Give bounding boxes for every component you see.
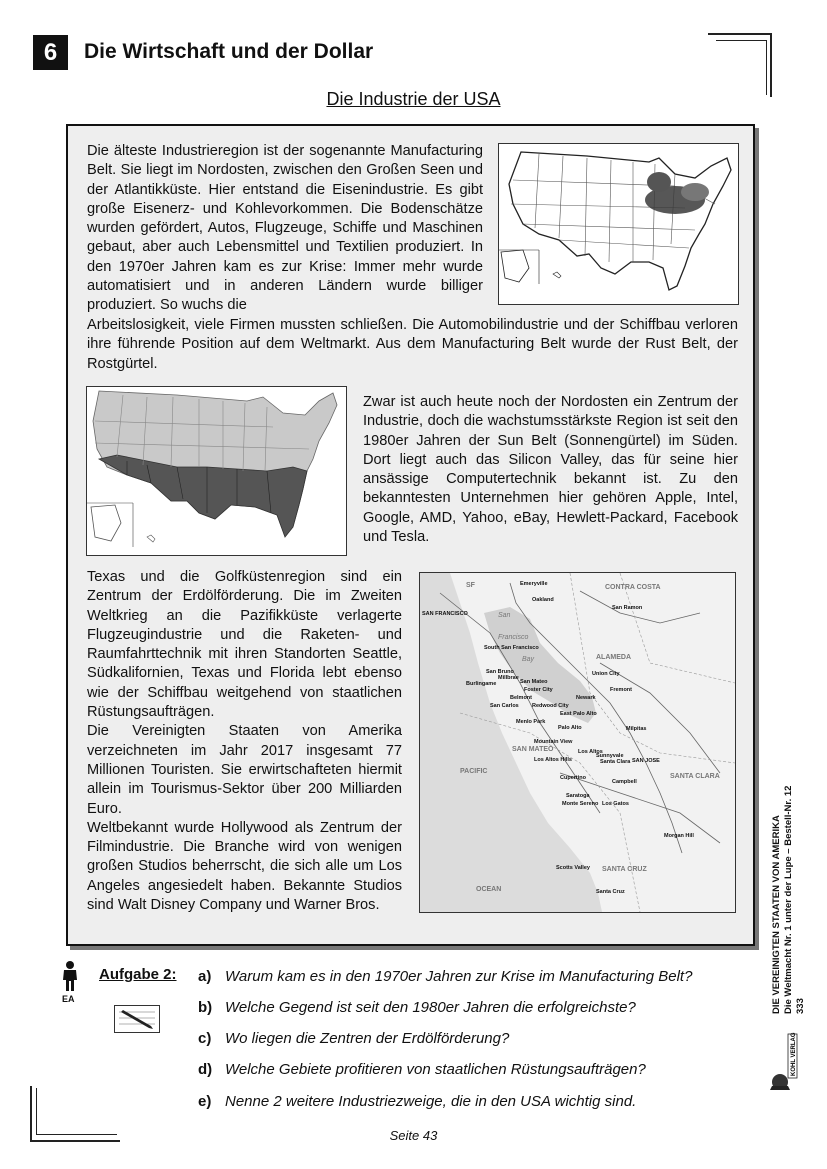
section-title-text: Die Industrie der USA — [326, 89, 501, 109]
task-letter: b) — [198, 999, 213, 1016]
city-label: San Ramon — [612, 605, 643, 611]
city-label: San Mateo — [520, 679, 548, 685]
publisher-name: KOHL VERLAG — [791, 1032, 797, 1076]
worker-label: EA — [62, 994, 75, 1004]
region-label: SF — [466, 582, 475, 589]
region-label: PACIFIC — [460, 768, 488, 775]
city-label: Mountain View — [534, 739, 573, 745]
city-label: Millbrae — [498, 675, 519, 681]
task-question: Warum kam es in den 1970er Jahren zur Krise im Manufacturing Belt? — [225, 968, 693, 985]
region-label: Francisco — [498, 634, 529, 641]
paragraph-text: Zwar ist auch heute noch der Nordosten ein Zentrum der Industrie, doch die wachstumsstärkste Region ist seit den 1980er Jahren der Sun Belt (Sonnengürtel) im Süden. Dort liegt auch das Silicon Valley, das für seine hier ansässige Computertechnik bekannt ist. Zu den bekanntesten Unternehmen hier gehören Apple, Intel, Google, AMD, Yahoo, eBay, Hewlett-Packard, Facebook und Tesla. — [363, 394, 738, 546]
task-question: Wo liegen die Zentren der Erdölförderung? — [225, 1030, 510, 1047]
chapter-title: Die Wirtschaft und der Dollar — [84, 40, 374, 63]
paragraph-sun-belt — [363, 393, 738, 547]
city-label: Morgan Hill — [664, 833, 694, 839]
city-label: Sunnyvale — [596, 753, 624, 759]
sidebar-line: Die Weltmacht Nr. 1 unter der Lupe – Bestell-Nr. 12 333 — [783, 785, 806, 1014]
paragraph-manufacturing-belt-cont — [87, 316, 738, 374]
region-label: Bay — [522, 656, 535, 663]
paragraph-hollywood: Weltbekannt wurde Hollywood als Zentrum der Filmindustrie. Die Branche wird von wenigen großen Studios beherrscht, die sich alle um Los Angeles angesiedelt haben. Bekannte Studios sind Walt Disney Company und Warner Bros. — [87, 819, 402, 914]
task-label: Aufgabe 2: — [99, 966, 177, 983]
task-letter: a) — [198, 968, 212, 985]
city-label: Scotts Valley — [556, 865, 590, 871]
city-label: Foster City — [524, 687, 553, 693]
publisher-logo — [768, 1030, 802, 1092]
bay-area-map-image — [420, 573, 735, 912]
sidebar-series-info — [771, 784, 807, 1014]
writing-icon — [114, 1005, 160, 1033]
usa-map-manufacturing-belt — [498, 143, 739, 305]
task-question: Nenne 2 weitere Industriezweige, die in den USA wichtig sind. — [225, 1093, 637, 1110]
task-letter: c) — [198, 1030, 212, 1047]
page-frame-corner-inner — [716, 40, 767, 95]
paragraph-manufacturing-belt — [87, 142, 483, 316]
section-title — [0, 89, 827, 110]
sidebar-line: DIE VEREINIGTEN STAATEN VON AMERIKA — [771, 815, 782, 1014]
city-label: Monte Sereno — [562, 801, 599, 807]
paragraph-tourism: Die Vereinigten Staaten von Amerika verzeichneten im Jahr 2017 insgesamt 77 Millionen Touristen. Sie erwirtschafteten hiermit allein im Tourismus-Sektor über 200 Milliarden Euro. — [87, 723, 402, 817]
task-question: Welche Gebiete profitieren von staatlichen Rüstungsaufträgen? — [225, 1061, 646, 1078]
task-item — [198, 1061, 646, 1078]
city-label: Belmont — [510, 695, 532, 701]
city-label: San Carlos — [490, 703, 519, 709]
city-label: Milpitas — [626, 726, 647, 732]
region-label: SANTA CRUZ — [602, 866, 647, 873]
task-item — [198, 1093, 636, 1110]
city-label: Menlo Park — [516, 719, 546, 725]
city-label: Cupertino — [560, 775, 586, 781]
paragraph-text: Die älteste Industrieregion ist der sogenannte Manufacturing Belt. Sie liegt im Nordosten, zwischen den Großen Seen und der Atlantikküste. Hier entstand die Eisenindustrie. Es gibt große Eisenerz- und Kohlevorkommen. Die Bodenschätze wurden gefördert, Autos, Flugzeuge, Schiffe und Maschinen gebaut, aber auch Lebensmittel und Textilien produziert. In den 1970er Jahren kam es zur Krise: Immer mehr wurde automatisiert und in anderen Ländern wurde billiger produziert. So wuchs die — [87, 143, 483, 314]
city-label: Santa Cruz — [596, 889, 625, 895]
city-label: South San Francisco — [484, 645, 539, 651]
city-label: Los Altos — [578, 749, 603, 755]
task-letter: e) — [198, 1093, 212, 1110]
city-label: Saratoga — [566, 793, 590, 799]
city-label: Los Altos Hills — [534, 757, 572, 763]
city-label: Santa Clara — [600, 759, 631, 765]
chapter-number: 6 — [33, 35, 68, 70]
task-item — [198, 1030, 509, 1047]
task-letter: d) — [198, 1061, 213, 1078]
city-label: Campbell — [612, 779, 637, 785]
city-label: Redwood City — [532, 703, 569, 709]
paragraph-column-left — [87, 568, 402, 915]
task-item — [198, 968, 692, 985]
city-label: Union City — [592, 671, 620, 677]
page-number: Seite 43 — [389, 1128, 438, 1143]
city-label: SAN JOSE — [632, 758, 660, 764]
single-work-icon — [61, 960, 79, 992]
city-label: East Palo Alto — [560, 711, 597, 717]
city-label: Fremont — [610, 687, 632, 693]
task-item — [198, 999, 636, 1016]
city-label: Burlingame — [466, 681, 497, 687]
region-label: ALAMEDA — [596, 654, 631, 661]
bay-area-map — [419, 572, 736, 913]
city-label: SAN FRANCISCO — [422, 611, 468, 617]
paragraph-texas: Texas und die Golfküstenregion sind ein Zentrum der Erdölförderung. Die im Zweiten Weltkrieg an die Pazifikküste verlagerte Flugzeugindustrie und die Raketen- und Raumfahrttechnik mit ihren Standorten Seattle, Südkalifornien, Texas und Florida lebt ebenso wie der Schiffbau weitgehend von staatlichen Rüstungsaufträgen. — [87, 569, 402, 721]
region-label: SANTA CLARA — [670, 773, 720, 780]
city-label: San Bruno — [486, 669, 514, 675]
region-label: San — [498, 612, 511, 619]
city-label: Los Gatos — [602, 801, 629, 807]
usa-map-image — [499, 144, 738, 304]
task-question: Welche Gegend ist seit den 1980er Jahren die erfolgreichste? — [225, 999, 636, 1016]
city-label: Oakland — [532, 597, 554, 603]
city-label: Newark — [576, 695, 596, 701]
region-label: SAN MATEO — [512, 746, 554, 753]
paragraph-text: Arbeitslosigkeit, viele Firmen mussten schließen. Die Automobilindustrie und der Schiffbau verloren ihre führende Position auf dem Weltmarkt. Aus dem Manufacturing Belt wurde der Rust Belt, der Rostgürtel. — [87, 317, 738, 372]
city-label: Emeryville — [520, 581, 548, 587]
region-label: OCEAN — [476, 886, 502, 893]
city-label: Palo Alto — [558, 725, 582, 731]
usa-map-sun-belt — [86, 386, 347, 556]
region-label: CONTRA COSTA — [605, 584, 661, 591]
sun-belt-map-image — [87, 387, 346, 555]
